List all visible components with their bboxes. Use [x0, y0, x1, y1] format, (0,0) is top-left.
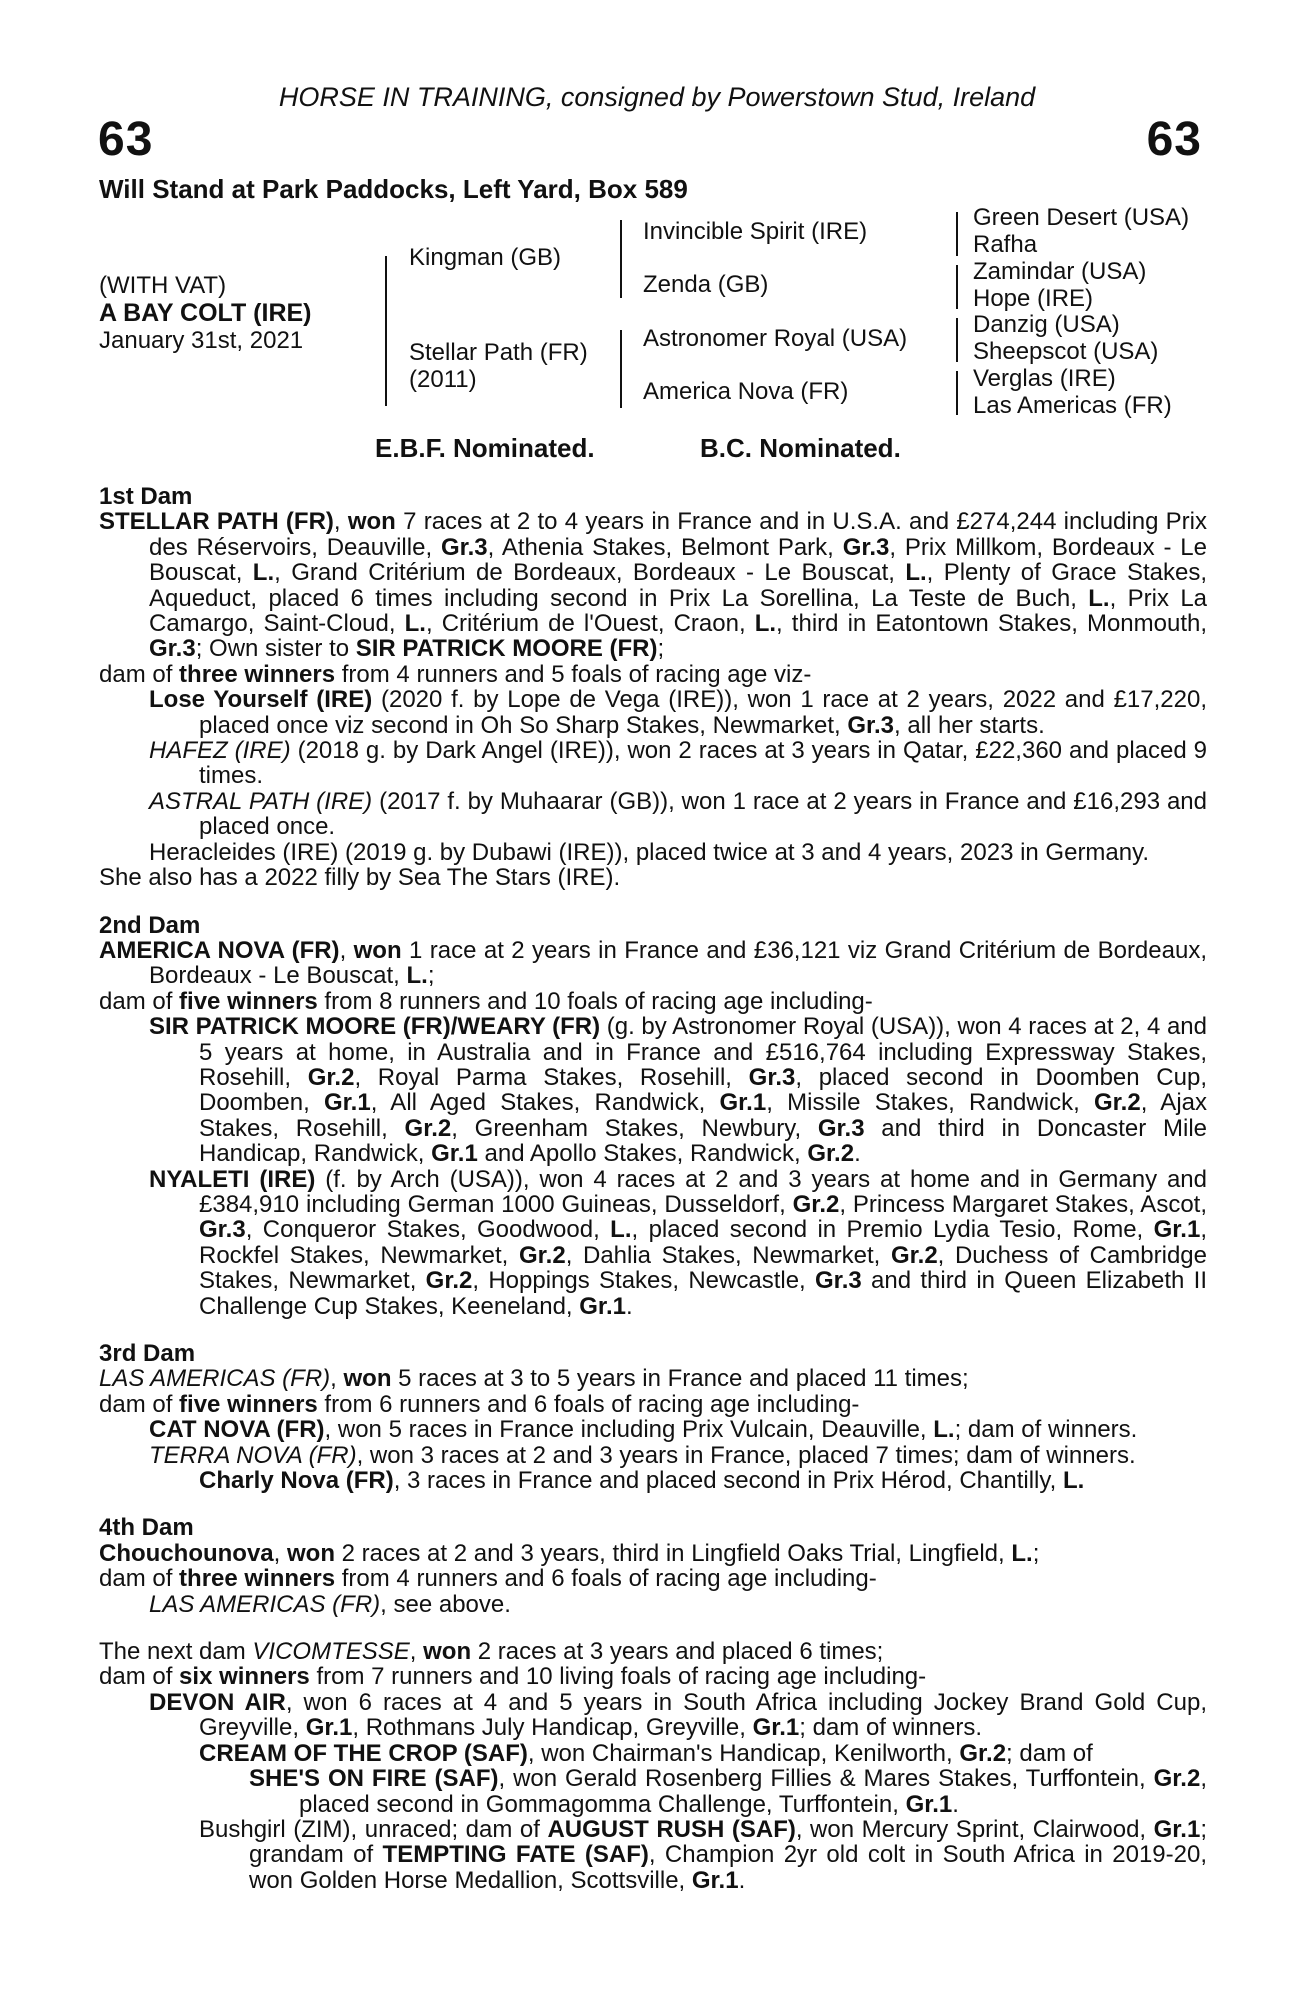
pedigree-entry: AMERICA NOVA (FR), won 1 race at 2 years in France and £36,121 viz Grand Critérium de Bordeaux, Bordeaux - Le Bouscat, L.; [99, 936, 1207, 990]
pedigree-brace [620, 220, 622, 298]
pedigree-section [99, 1341, 1207, 1493]
pedigree-entry: CAT NOVA (FR), won 5 races in France including Prix Vulcain, Deauville, L.; dam of winners. [149, 1416, 1138, 1444]
pedigree-section [99, 484, 1207, 891]
grandsire-dam: Zenda (GB) [643, 271, 769, 298]
dam-year: (2011) [409, 366, 477, 393]
ancestor-2: Rafha [973, 231, 1038, 258]
section-heading: 4th Dam [99, 1514, 194, 1542]
pedigree-entry: Lose Yourself (IRE) (2020 f. by Lope de Vega (IRE)), won 1 race at 2 years, 2022 and £17,220, placed once viz second in Oh So Sharp Stakes, Newmarket, Gr.3, all her starts. [149, 686, 1207, 739]
pedigree-entry: The next dam VICOMTESSE, won 2 races at 3 years and placed 6 times; [99, 1638, 884, 1666]
pedigree-entry: HAFEZ (IRE) (2018 g. by Dark Angel (IRE)), won 2 races at 3 years in Qatar, £22,360 and placed 9 times. [149, 737, 1208, 790]
pedigree-entry: dam of five winners from 6 runners and 6 foals of racing age including- [99, 1390, 860, 1418]
bc-nominated: B.C. Nominated. [700, 433, 901, 463]
vat-note: (WITH VAT) [99, 272, 227, 299]
sire-name: Kingman (GB) [409, 244, 562, 271]
ebf-nominated: E.B.F. Nominated. [375, 433, 595, 463]
ancestor-6: Sheepscot (USA) [973, 338, 1159, 365]
pedigree-entry: CREAM OF THE CROP (SAF), won Chairman's Handicap, Kenilworth, Gr.2; dam of [199, 1739, 1093, 1767]
pedigree-entry: Chouchounova, won 2 races at 2 and 3 years, third in Lingfield Oaks Trial, Lingfield, L.; [99, 1539, 1040, 1567]
pedigree-entry: Heracleides (IRE) (2019 g. by Dubawi (IRE)), placed twice at 3 and 4 years, 2023 in Germany. [149, 838, 1150, 866]
granddam-dam: America Nova (FR) [643, 378, 849, 405]
pedigree-entry: LAS AMERICAS (FR), won 5 races at 3 to 5 years in France and placed 11 times; [99, 1365, 969, 1393]
lot-number-right: 63 [1146, 113, 1202, 166]
pedigree-entry: STELLAR PATH (FR), won 7 races at 2 to 4 years in France and in U.S.A. and £274,244 including Prix des Réservoirs, Deauville, Gr.3, Athenia Stakes, Belmont Park, Gr.3, Prix Millkom, Bordeaux - Le Bouscat, L., Grand Critérium de Bordeaux, Bordeaux - Le Bouscat, L., Plenty of Grace Stakes, Aqueduct, placed 6 times including second in Prix La Sorellina, La Teste de Buch, L., Prix La Camargo, Saint-Cloud, L., Critérium de l'Ouest, Craon, L., third in Eatontown Stakes, Monmouth, Gr.3; Own sister to SIR PATRICK MOORE (FR); [99, 508, 1208, 663]
ancestor-4: Hope (IRE) [973, 285, 1094, 312]
ancestor-7: Verglas (IRE) [973, 365, 1116, 392]
consignment-header: HORSE IN TRAINING, consigned by Powerstown Stud, Ireland [278, 82, 1036, 112]
pedigree-entry: dam of three winners from 4 runners and 6 foals of racing age including- [99, 1565, 877, 1593]
foaling-date: January 31st, 2021 [99, 327, 304, 354]
grandsire-sire: Invincible Spirit (IRE) [643, 218, 868, 245]
pedigree-entry: dam of five winners from 8 runners and 10 foals of racing age including- [99, 987, 873, 1015]
section-heading: 3rd Dam [99, 1340, 196, 1367]
lot-number-left: 63 [98, 113, 154, 166]
ancestor-3: Zamindar (USA) [973, 258, 1147, 285]
pedigree-brace [956, 212, 958, 256]
pedigree-brace [956, 318, 958, 362]
pedigree-entry: She also has a 2022 filly by Sea The Stars (IRE). [99, 864, 621, 892]
pedigree-entry: Charly Nova (FR), 3 races in France and placed second in Prix Hérod, Chantilly, L. [199, 1467, 1085, 1495]
pedigree-entry: ASTRAL PATH (IRE) (2017 f. by Muhaarar (GB)), won 1 race at 2 years in France and £16,293 and placed once. [149, 787, 1207, 841]
horse-name: A BAY COLT (IRE) [99, 299, 312, 327]
pedigree-brace [956, 265, 958, 309]
pedigree-entry: SIR PATRICK MOORE (FR)/WEARY (FR) (g. by Astronomer Royal (USA)), won 4 races at 2, 4 and 5 years at home, in Australia and in France and £516,764 including Expressway Stakes, Rosehill, Gr.2, Royal Parma Stakes, Rosehill, Gr.3, placed second in Doomben Cup, Doomben, Gr.1, All Aged Stakes, Randwick, Gr.1, Missile Stakes, Randwick, Gr.2, Ajax Stakes, Rosehill, Gr.2, Greenham Stakes, Newbury, Gr.3 and third in Doncaster Mile Handicap, Randwick, Gr.1 and Apollo Stakes, Randwick, Gr.2. [149, 1013, 1208, 1168]
pedigree-brace [956, 371, 958, 415]
section-heading: 2nd Dam [99, 911, 201, 939]
pedigree-entry: LAS AMERICAS (FR), see above. [149, 1590, 511, 1618]
pedigree-entry: Bushgirl (ZIM), unraced; dam of AUGUST RUSH (SAF), won Mercury Sprint, Clairwood, Gr.1; grandam of TEMPTING FATE (SAF), Champion 2yr old colt in South Africa in 2019-20, won Golden Horse Medallion, Scottsville, Gr.1. [199, 1815, 1208, 1894]
pedigree-section [99, 913, 1207, 1320]
pedigree-entry: NYALETI (IRE) (f. by Arch (USA)), won 4 races at 2 and 3 years at home and in Germany and £384,910 including German 1000 Guineas, Dusseldorf, Gr.2, Princess Margaret Stakes, Ascot, Gr.3, Conqueror Stakes, Goodwood, L., placed second in Premio Lydia Tesio, Rome, Gr.1, Rockfel Stakes, Newmarket, Gr.2, Dahlia Stakes, Newmarket, Gr.2, Duchess of Cambridge Stakes, Newmarket, Gr.2, Hoppings Stakes, Newcastle, Gr.3 and third in Queen Elizabeth II Challenge Cup Stakes, Keeneland, Gr.1. [149, 1165, 1208, 1320]
dam-name: Stellar Path (FR) [409, 339, 588, 366]
pedigree-entry: dam of six winners from 7 runners and 10 living foals of racing age including- [99, 1663, 927, 1691]
section-heading: 1st Dam [99, 483, 193, 510]
catalogue-body [99, 484, 1207, 1893]
pedigree-entry: DEVON AIR, won 6 races at 4 and 5 years in South Africa including Jockey Brand Gold Cup, Greyville, Gr.1, Rothmans July Handicap, Greyville, Gr.1; dam of winners. [149, 1688, 1207, 1742]
pedigree-entry: SHE'S ON FIRE (SAF), won Gerald Rosenberg Fillies & Mares Stakes, Turffontein, Gr.2, placed second in Gommagomma Challenge, Turffontein, Gr.1. [249, 1765, 1207, 1818]
stand-location: Will Stand at Park Paddocks, Left Yard, Box 589 [99, 174, 688, 204]
pedigree-brace [620, 330, 622, 408]
pedigree-brace [385, 256, 387, 406]
pedigree-section [99, 1515, 1207, 1617]
pedigree-entry: dam of three winners from 4 runners and 5 foals of racing age viz- [99, 660, 812, 688]
ancestor-1: Green Desert (USA) [973, 204, 1190, 231]
ancestor-8: Las Americas (FR) [973, 392, 1172, 419]
pedigree-section [99, 1639, 1207, 1893]
pedigree-entry: TERRA NOVA (FR), won 3 races at 2 and 3 years in France, placed 7 times; dam of winners. [149, 1441, 1136, 1469]
granddam-sire: Astronomer Royal (USA) [643, 325, 908, 352]
ancestor-5: Danzig (USA) [973, 311, 1120, 338]
